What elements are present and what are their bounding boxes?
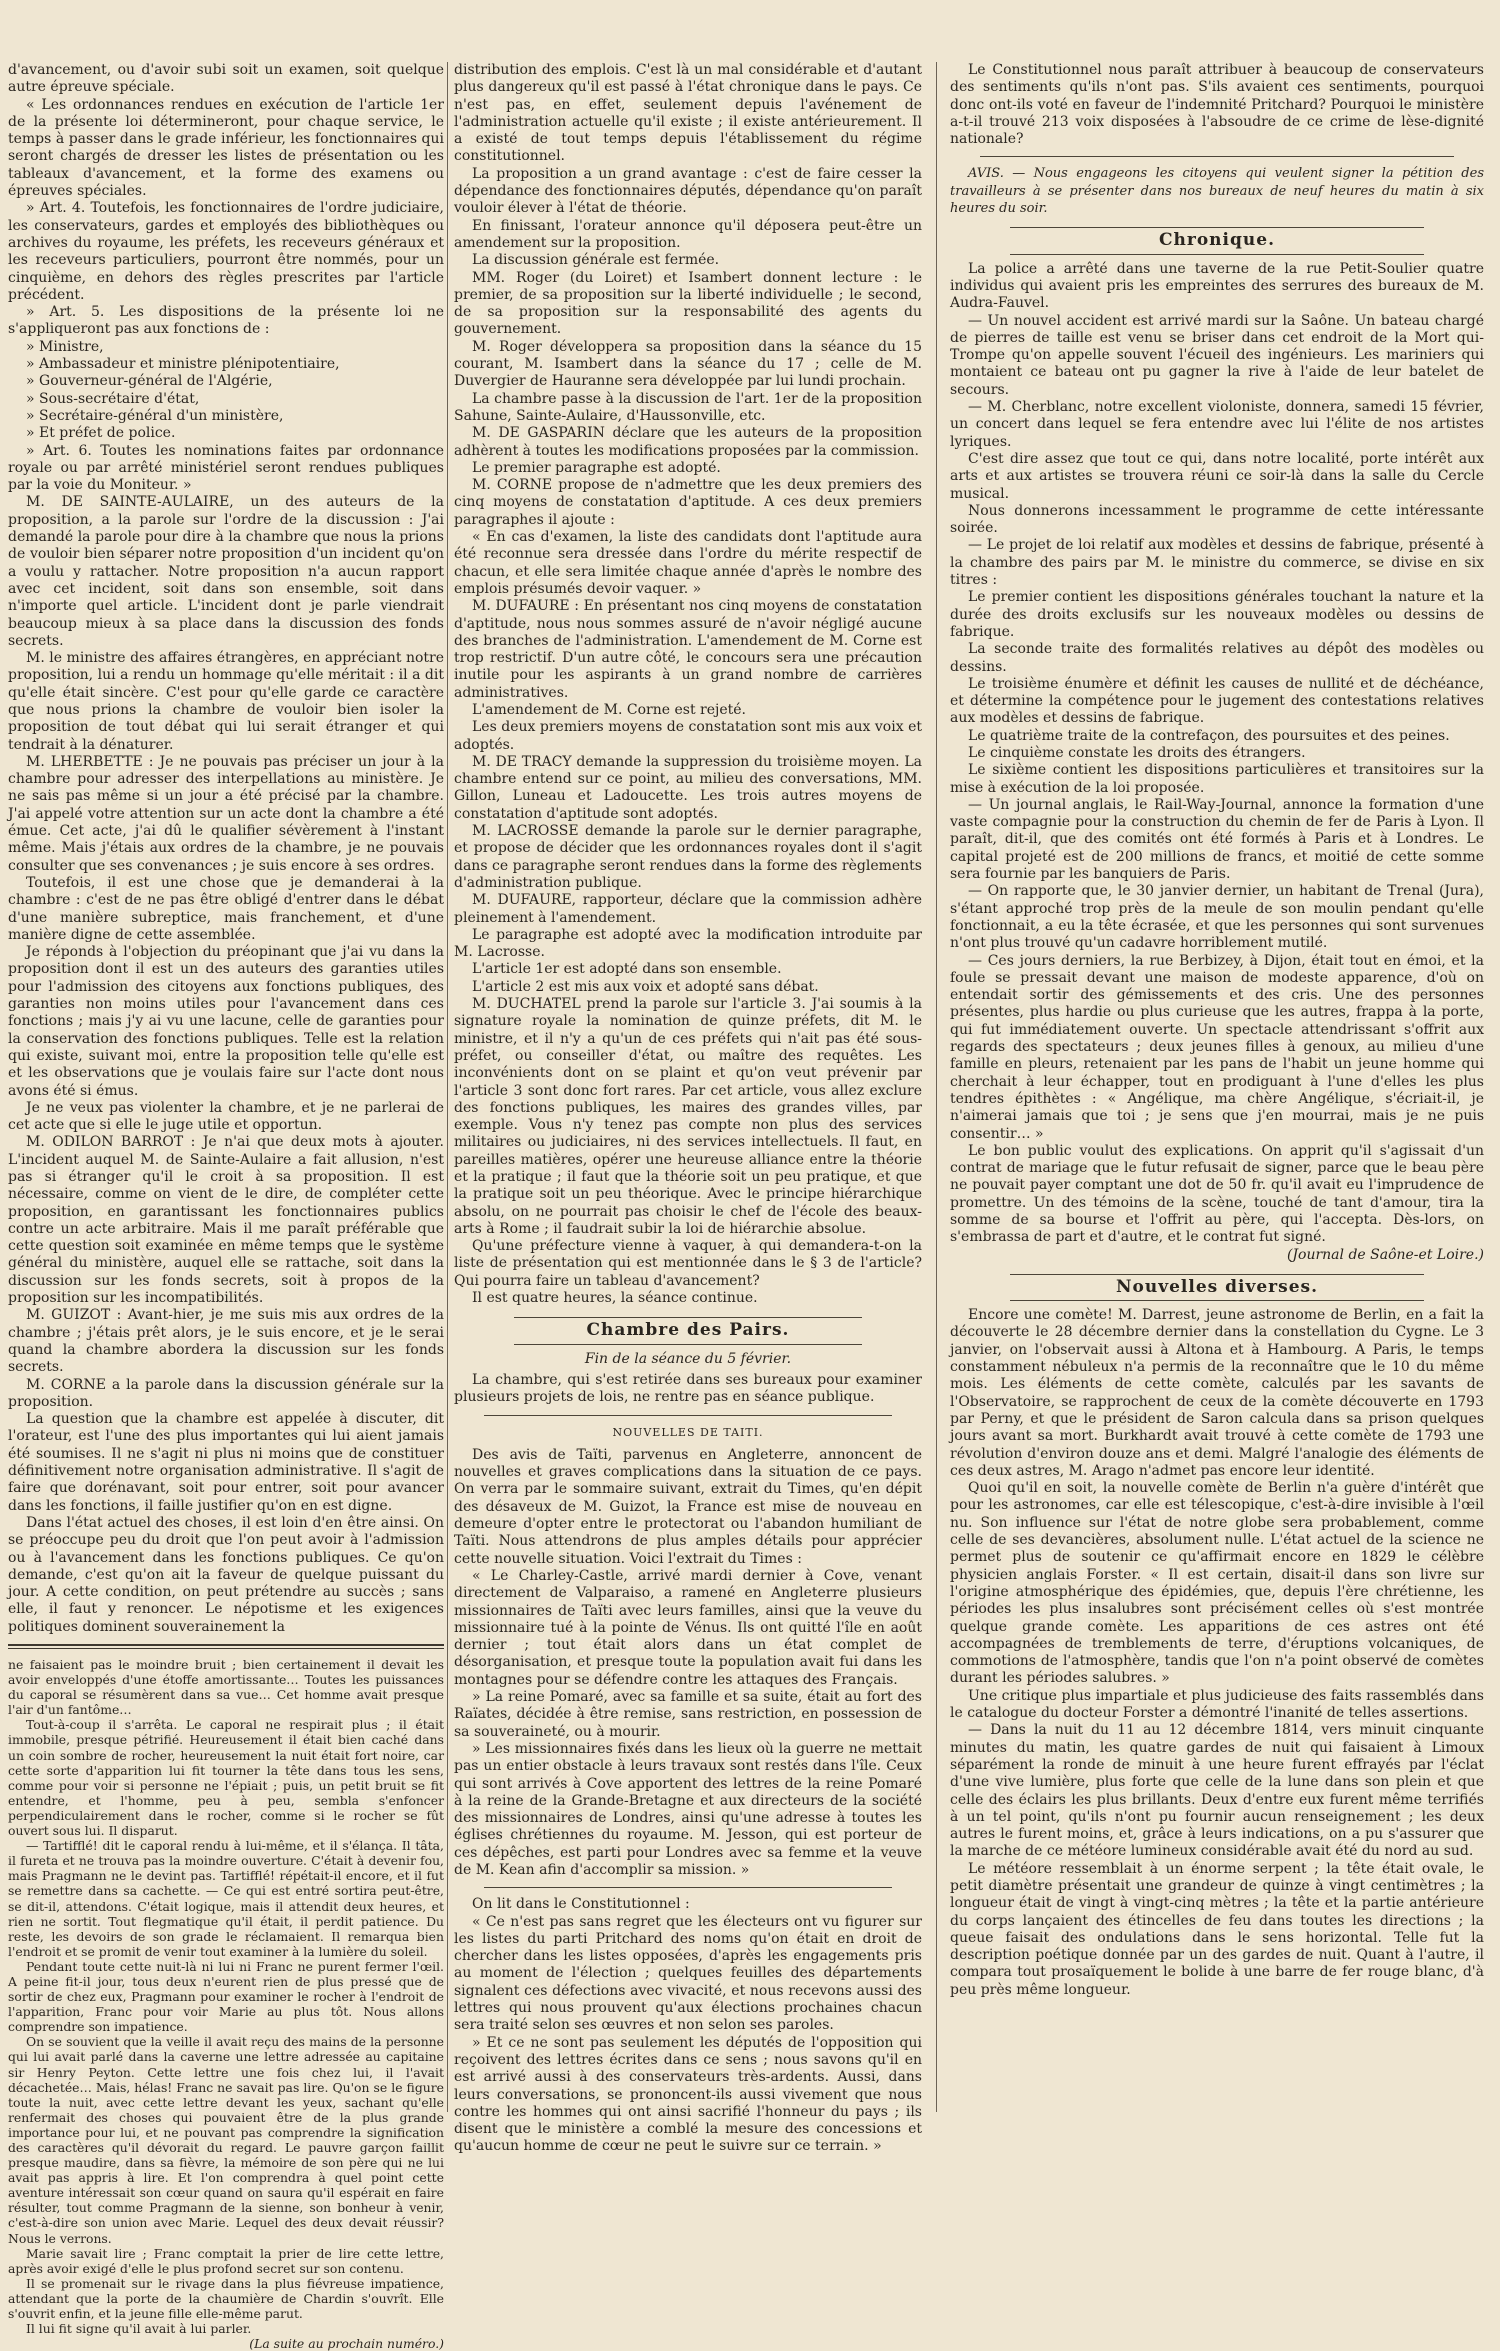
paragraph: « Le Charley-Castle, arrivé mardi dernier à Cove, venant directement de Valparaiso, a ramené en Angleterre plusieurs missionnaires de Taïti avec leurs familles, ainsi que la veuve du missionnaire tué à la pointe de Vénus. Ils ont quitté l'île en août dernier ; tout était alors dans un état complet de désorganisation, et presque toute la population avait fui dans les montagnes pour se défendre contre les attaques des Français. bbox=[454, 1567, 922, 1688]
section-title-chambre-des-pairs: Chambre des Pairs. bbox=[454, 1317, 922, 1344]
paragraph: Le Constitutionnel nous paraît attribuer à beaucoup de conservateurs des sentiments qu'ils n'ont pas. S'ils avaient ces sentiments, pourquoi donc ont-ils voté en faveur de l'indemnité Pritchard? Pourquoi le ministère a-t-il trouvé 213 voix disposées à l'absoudre de ce crime de lèse-dignité nationale? bbox=[950, 62, 1484, 148]
paragraph: « Ce n'est pas sans regret que les électeurs ont vu figurer sur les listes du parti Pritchard des noms qu'on était en droit de chercher dans les listes opposées, d'après les engagements pris au moment de l'élection ; quelques feuilles des départements signalent ces défections avec vivacité, et nous recevons aussi des lettres qui nous prouvent qu'aux élections prochaines chacun sera traité selon ses œuvres et non selon ses paroles. bbox=[454, 1913, 922, 2034]
section-rule bbox=[484, 1415, 892, 1416]
paragraph: » Ministre, bbox=[26, 338, 104, 355]
feuilleton-rule bbox=[8, 1644, 444, 1649]
paragraph: Marie savait lire ; Franc comptait la prier de lire cette lettre, après avoir exigé d'elle le plus profond secret sur son contenu. bbox=[8, 2245, 444, 2276]
paragraph: Qu'une préfecture vienne à vaquer, à qui demandera-t-on la liste de présentation qui est mentionnée dans le § 3 de l'article? Qui pourra faire un tableau d'avancement? bbox=[454, 1238, 922, 1289]
section-title-nouvelles-diverses: Nouvelles diverses. bbox=[950, 1274, 1484, 1301]
paragraph: — Dans la nuit du 11 au 12 décembre 1814, vers minuit cinquante minutes du matin, les quatre gardes de nuit qui faisaient à Limoux séparément la ronde de minuit à une heure furent effrayés par l'éclat d'une vive lumière, plus forte que celle de la lune dans son plein et que celle des éclairs les plus brillants. Deux d'entre eux furent même terrifiés à un tel point, qu'ils n'ont pu fournir aucun renseignement ; les deux autres le furent moins, et, grâce à leurs indications, on a pu s'assurer que la marche de ce météore lumineux considérable avait été du nord au sud. bbox=[950, 1722, 1484, 1860]
paragraph: L'article 2 est mis aux voix et adopté sans débat. bbox=[472, 978, 819, 995]
paragraph: Le premier contient les dispositions générales touchant la nature et la durée des droits exclusifs sur les nouveaux modèles ou dessins de fabrique. bbox=[950, 589, 1484, 640]
paragraph: M. Roger développera sa proposition dans la séance du 15 courant, M. Isambert dans la séance du 17 ; celle de M. Duvergier de Hauranne sera développée par lui lundi prochain. bbox=[454, 338, 922, 390]
paragraph: « En cas d'examen, la liste des candidats dont l'aptitude aura été reconnue sera dressée dans l'ordre du mérite respectif de chacun, et elle sera limitée chaque année d'après le nombre des emplois présumés devoir vaquer. » bbox=[454, 529, 922, 597]
column-3 bbox=[950, 62, 1484, 2112]
column-2 bbox=[454, 62, 922, 2155]
paragraph: MM. Roger (du Loiret) et Isambert donnent lecture : le premier, de sa proposition sur la liberté individuelle ; le second, de sa proposition sur la responsabilité des agents du gouvernement. bbox=[454, 269, 922, 338]
paragraph: Des avis de Taïti, parvenus en Angleterre, annoncent de nouvelles et graves complications dans la situation de ce pays. On verra par le sommaire suivant, extrait du Times, qu'en dépit des désaveux de M. Guizot, la France est mise de nouveau en demeure d'opter entre le protectorat ou l'abandon humiliant de Taïti. Nous attendrons de plus amples détails pour apprécier cette nouvelle situation. Voici l'extrait du Times : bbox=[454, 1446, 922, 1567]
paragraph: Le troisième énumère et définit les causes de nullité et de déchéance, et détermine la compétence pour le jugement des contestations relatives aux modèles et dessins de fabrique. bbox=[950, 675, 1484, 727]
paragraph: — Ces jours derniers, la rue Berbizey, à Dijon, était tout en émoi, et la foule se pressait devant une maison de modeste apparence, d'où on entendait sortir des gémissements et des cris. Une des personnes présentes, plus hardie ou plus curieuse que les autres, frappa à la porte, qui fut immédiatement ouverte. Un spectacle attendrissant s'offrit aux regards des spectateurs ; deux jeunes filles à genoux, au milieu d'une famille en pleurs, retenaient par les pans de l'habit un jeune homme qui cherchait à leur échapper, tout en prodiguant à l'une d'elles les plus tendres épithètes : « Angélique, ma chère Angélique, s'écriait-il, je n'aimerai jamais que toi ; je sens que j'en mourrai, mais je ne puis consentir… » bbox=[950, 952, 1484, 1142]
paragraph: On se souvient que la veille il avait reçu des mains de la personne qui lui avait parlé dans la caverne une lettre adressée au capitaine sir Henry Peyton. Cette lettre une fois chez lui, il l'avait décachetée… Mais, hélas! Franc ne savait pas lire. Qu'on se le figure toute la nuit, avec cette lettre devant les yeux, sachant qu'elle renfermait des choses qui pouvaient être de la plus grande importance pour lui, et ne pouvant pas comprendre la signification des caractères qu'il dévorait du regard. Le pauvre garçon faillit presque maudire, dans sa fièvre, la mémoire de son père qui ne lui avait pas appris à lire. Et l'on comprendra à quel point cette aventure intéressait son cœur quand on saura qu'il espérait en faire résulter, tout comme Pragmann de la sienne, son bonheur à venir, c'est-à-dire son union avec Marie. Lequel des deux devait réussir? Nous le verrons. bbox=[8, 2034, 444, 2246]
chronique-text bbox=[950, 261, 1484, 1247]
paragraph: M. DUFAURE : En présentant nos cinq moyens de constatation d'aptitude, nous nous sommes assuré de n'avoir négligé aucune des branches de l'administration. L'amendement de M. Corne est trop restrictif. D'un autre côté, le concours sera une précaution inutile pour les aspirants à un grand nombre de carrières administratives. bbox=[454, 598, 922, 701]
paragraph: M. CORNE a la parole dans la discussion générale sur la proposition. bbox=[8, 1376, 444, 1410]
pairs-text: La chambre, qui s'est retirée dans ses bureaux pour examiner plusieurs projets de lois, ne rentre pas en séance publique. bbox=[454, 1371, 922, 1406]
paragraph: Il est quatre heures, la séance continue. bbox=[472, 1290, 758, 1307]
paragraph: — Tartifflé! dit le caporal rendu à lui-même, et il s'élança. Il tâta, il fureta et ne trouva pas la moindre ouverture. C'était à devenir fou, mais Pragmann ne le devint pas. Tartifflé! répétait-il encore, et il fut se remettre dans sa cachette. — Ce qui est entré sortira peut-être, se dit-il, attendons. C'était logique, mais il attendit deux heures, et rien ne sortit. Tout flegmatique qu'il était, il perdit patience. Du reste, les devoirs de son grade le réclamaient. Il remarqua bien l'endroit et se promit de venir tout examiner à la lumière du soleil. bbox=[8, 1838, 444, 1959]
paragraph: — Un journal anglais, le Rail-Way-Journal, annonce la formation d'une vaste compagnie pour la construction du chemin de fer de Paris à Lyon. Il paraît, dit-il, que des comités ont été formés à Paris et à Londres. Le capital projeté est de 200 millions de francs, et moitié de cette somme sera fournie par les banquiers de Paris. bbox=[950, 796, 1484, 883]
paragraph: » Gouverneur-général de l'Algérie, bbox=[26, 373, 273, 390]
feuilleton-text bbox=[8, 1657, 444, 2336]
feuilleton-signature: (La suite au prochain numéro.) bbox=[249, 2336, 444, 2351]
nouvelles-text bbox=[950, 1307, 1484, 1999]
paragraph: M. DE GASPARIN déclare que les auteurs de la proposition adhèrent à toutes les modifications proposées par la commission. bbox=[454, 425, 922, 459]
section-rule bbox=[980, 156, 1454, 157]
paragraph: M. GUIZOT : Avant-hier, je me suis mis aux ordres de la chambre ; j'étais prêt alors, je le suis encore, et je le serai quand la chambre abordera la discussion sur les fonds secrets. bbox=[8, 1307, 444, 1376]
paragraph: Le premier paragraphe est adopté. bbox=[472, 459, 721, 476]
paragraph: » La reine Pomaré, avec sa famille et sa suite, était au fort des Raïates, décidée à être remise, sans restriction, en possession de sa souveraineté, ou à mourir. bbox=[454, 1689, 922, 1740]
paragraph: M. DUCHATEL prend la parole sur l'article 3. J'ai soumis à la signature royale la nomination de quinze préfets, dit M. le ministre, et il n'y a qu'un de ces préfets qui n'ait pas été sous-préfet, ou conseiller d'état, ou maître des requêtes. Les inconvénients dont on se plaint et qu'on veut prévenir par l'article 3 sont donc fort rares. Par cet article, vous allez exclure des fonctions publiques, les maires des grandes villes, par exemple. Vous n'y tenez pas compte non plus des services militaires ou judiciaires, ni des services intellectuels. Il faut, en pareilles matières, opérer une heureuse alliance entre la théorie et la pratique ; il faut que la théorie soit un peu pratique, et que la pratique soit un peu théorique. Avec le principe hiérarchique absolu, on ne pourrait pas choisir le chef de l'école des beaux-arts à Rome ; il faudrait subir la loi de hiérarchie absolue. bbox=[454, 996, 922, 1237]
paragraph: — On rapporte que, le 30 janvier dernier, un habitant de Trenal (Jura), s'étant approché trop près de la meule de son moulin pendant qu'elle fonctionnait, a eu la tête écrasée, et que les personnes qui sont survenues n'ont plus trouvé qu'un cadavre horriblement mutilé. bbox=[950, 883, 1484, 952]
paragraph: Le paragraphe est adopté avec la modification introduite par M. Lacrosse. bbox=[454, 926, 922, 961]
paragraph: La police a arrêté dans une taverne de la rue Petit-Soulier quatre individus qui avaient pris les empreintes des serrures des bureaux de M. Audra-Fauvel. bbox=[950, 260, 1484, 312]
paragraph: « Les ordonnances rendues en exécution de l'article 1er de la présente loi détermineront, pour chaque service, le temps à passer dans le grade inférieur, les fonctionnaires qui seront chargés de dresser les listes de présentation ou les tableaux d'avancement, et la forme des examens ou épreuves spéciales. bbox=[8, 96, 444, 200]
paragraph: M. LHERBETTE : Je ne pouvais pas préciser un jour à la chambre pour adresser des interpellations au ministère. Je ne sais pas même si un jour a été précisé par la chambre. J'ai appelé votre attention sur un acte dont la chambre a été émue. Cet acte, j'ai dû le qualifier sévèrement à l'instant même. Mais j'étais aux ordres de la chambre, je ne pouvais consulter que ses convenances ; je suis encore à ses ordres. bbox=[8, 753, 444, 874]
paragraph: M. CORNE propose de n'admettre que les deux premiers des cinq moyens de constatation d'aptitude. A ces deux premiers paragraphes il ajoute : bbox=[454, 477, 922, 528]
taiti-news-text bbox=[454, 1447, 922, 1879]
section-title-chronique: Chronique. bbox=[950, 227, 1484, 254]
paragraph: La chambre passe à la discussion de l'art. 1er de la proposition Sahune, Sainte-Aulaire, d'Haussonville, etc. bbox=[454, 390, 922, 424]
paragraph: Les deux premiers moyens de constatation sont mis aux voix et adoptés. bbox=[454, 719, 922, 753]
paragraph: Nous donnerons incessamment le programme de cette intéressante soirée. bbox=[950, 502, 1484, 537]
paragraph: M. ODILON BARROT : Je n'ai que deux mots à ajouter. L'incident auquel M. de Sainte-Aulaire a fait allusion, n'est pas si étranger qu'il le croit à sa proposition. Il est nécessaire, comme on vient de le dire, de compléter cette proposition, en garantissant les fonctionnaires publics contre un acte arbitraire. Mais il me paraît préférable que cette question soit examinée en même temps que le système général du ministère, auquel elle se rattache, soit dans la discussion sur les fonds secrets, soit à propos de la proposition sur les incompatibilités. bbox=[8, 1134, 444, 1307]
paragraph: Le bon public voulut des explications. On apprit qu'il s'agissait d'un contrat de mariage que le futur refusait de signer, parce que le beau père ne pouvait payer comptant une dot de 50 fr. qu'il avait eu l'imprudence de promettre. Un des témoins de la scène, touché de tant d'amour, tira la somme de sa bourse et l'offrit au père, qui l'accepta. Dès-lors, on s'embrassa de part et d'autre, et le contrat fut signé. bbox=[950, 1142, 1484, 1246]
paragraph: Quoi qu'il en soit, la nouvelle comète de Berlin n'a guère d'intérêt que pour les astronomes, car elle est télescopique, c'est-à-dire invisible à l'œil nu. Son influence sur l'état de notre globe sera probablement, comme celle de ses devancières, absolument nulle. L'état actuel de la science ne permet plus de soutenir ce qu'affirmait encore en 1829 le célèbre physicien anglais Forster. « Il est certain, disait-il dans son livre sur l'origine atmosphérique des épidémies, que, depuis l'ère chrétienne, les périodes les plus insalubres sont précisément celles où s'est montrée quelque grande comète. Les apparitions de ces astres ont été accompagnées de tremblements de terre, d'éruptions volcaniques, de commotions de l'atmosphère, tandis que l'on n'a point observé de comètes durant les périodes salubres. » bbox=[950, 1480, 1484, 1687]
paragraph: — Le projet de loi relatif aux modèles et dessins de fabrique, présenté à la chambre des pairs par M. le ministre du commerce, se divise en six titres : bbox=[950, 537, 1484, 589]
paragraph: M. DE SAINTE-AULAIRE, un des auteurs de la proposition, a la parole sur l'ordre de la discussion : J'ai demandé la parole pour dire à la chambre que nous la prions de vouloir bien séparer notre proposition d'un incident qu'on a voulu y rattacher. Notre proposition n'a aucun rapport avec cet incident, soit dans son ensemble, soit dans n'importe quel article. L'incident dont je parle viendrait beaucoup mieux à sa place dans la discussion des fonds secrets. bbox=[8, 494, 444, 649]
section-rule bbox=[484, 1887, 892, 1888]
paragraph: Le quatrième traite de la contrefaçon, des poursuites et des peines. bbox=[968, 727, 1450, 744]
paragraph: » Art. 6. Toutes les nominations faites par ordonnance royale ou par arrêté ministériel seront rendues publiques par la voie du Moniteur. » bbox=[8, 442, 444, 494]
paragraph: Dans l'état actuel des choses, il est loin d'en être ainsi. On se préoccupe peu du droit que l'on peut avoir à l'admission ou à l'avancement dans les fonctions publiques. Ce qu'on demande, c'est qu'on ait la faveur de quelque puissant du jour. A cette condition, on peut prétendre au succès ; sans elle, il faut y renoncer. Le népotisme et les exigences politiques dominent souverainement la bbox=[8, 1514, 444, 1635]
section-title-taiti: NOUVELLES DE TAITI. bbox=[612, 1425, 764, 1439]
avis-notice: AVIS. — Nous engageons les citoyens qui veulent signer la pétition des travailleurs à se présenter dans nos bureaux de neuf heures du matin à six heures du soir. bbox=[950, 166, 1484, 217]
paragraph: M. DE TRACY demande la suppression du troisième moyen. La chambre entend sur ce point, au milieu des conversations, MM. Gillon, Luneau et Ladoucette. Les trois autres moyens de constatation d'aptitude sont adoptés. bbox=[454, 753, 922, 822]
paragraph: La proposition a un grand avantage : c'est de faire cesser la dépendance des fonctionnaires députés, dépendance qu'on paraît vouloir élever à l'état de théorie. bbox=[454, 165, 922, 217]
paragraph: Il se promenait sur le rivage dans la plus fiévreuse impatience, attendant que la porte de la chaumière de Chardin s'ouvrît. Elle s'ouvrit enfin, et la jeune fille elle-même parut. bbox=[8, 2275, 444, 2322]
chamber-debate-text bbox=[8, 62, 444, 1636]
paragraph: La discussion générale est fermée. bbox=[472, 252, 720, 269]
paragraph: L'amendement de M. Corne est rejeté. bbox=[472, 701, 746, 718]
paragraph: M. le ministre des affaires étrangères, en appréciant notre proposition, lui a rendu un hommage qu'elle méritait : il a dit qu'elle était sincère. C'est pour qu'elle garde ce caractère que nous prions la chambre de vouloir bien isoler la proposition de tout débat qui lui serait étranger et qui tendrait à la dénaturer. bbox=[8, 650, 444, 753]
paragraph: Une critique plus impartiale et plus judicieuse des faits rassemblés dans le catalogue du docteur Forster a démontré l'inanité de telles assertions. bbox=[950, 1687, 1484, 1722]
paragraph: » Art. 5. Les dispositions de la présente loi ne s'appliqueront pas aux fonctions de : bbox=[8, 304, 444, 338]
paragraph: » Secrétaire-général d'un ministère, bbox=[26, 407, 284, 424]
chamber-debate-continued bbox=[454, 62, 922, 1307]
paragraph: » Les missionnaires fixés dans les lieux où la guerre ne mettait pas un entier obstacle à leurs travaux sont restés dans l'île. Ceux qui sont arrivés à Cove apportent des lettres de la reine Pomaré à la reine de la Grande-Bretagne et aux directeurs de la société des missionnaires de Londres, ainsi qu'une adresse à toutes les églises chrétiennes du royaume. M. Jesson, qui est porteur de ces dépêches, est parti pour Londres avec sa femme et la veuve de M. Kean afin d'accomplir sa mission. » bbox=[454, 1740, 922, 1878]
paragraph: En finissant, l'orateur annonce qu'il déposera peut-être un amendement sur la proposition. bbox=[454, 217, 922, 251]
column-1 bbox=[8, 62, 444, 2351]
paragraph: » Art. 4. Toutefois, les fonctionnaires de l'ordre judiciaire, les conservateurs, gardes et employés des bibliothèques ou archives du royaume, les préfets, les receveurs généraux et les receveurs particuliers, pourront être nommés, pour un cinquième, en dehors des règles prescrites par l'article précédent. bbox=[8, 200, 444, 303]
paragraph: Encore une comète! M. Darrest, jeune astronome de Berlin, en a fait la découverte le 28 décembre dernier dans la constellation du Cygne. Le 3 janvier, on l'observait aussi à Altona et à Hambourg. A Paris, le temps constamment nébuleux n'a permis de la reconnaître que le 10 du même mois. Les éléments de cette comète, calculés par les savants de l'Observatoire, se rapprochent de ceux de la comète découverte en 1793 par Perny, et que le président de Saron calcula dans sa prison quelques jours avant sa mort. Burkhardt avait trouvé à cette comète de 1793 une révolution d'environ douze ans et demi. Malgré l'analogie des éléments de ces deux astres, M. Arago n'admet pas encore leur identité. bbox=[950, 1307, 1484, 1479]
paragraph: M. LACROSSE demande la parole sur le dernier paragraphe, et propose de décider que les ordonnances royales dont il s'agit dans ce paragraphe seront rendues dans la forme des règlements d'administration publique. bbox=[454, 823, 922, 891]
column-rule bbox=[936, 62, 937, 2112]
paragraph: M. DUFAURE, rapporteur, déclare que la commission adhère pleinement à l'amendement. bbox=[454, 892, 922, 926]
paragraph: — Un nouvel accident est arrivé mardi sur la Saône. Un bateau chargé de pierres de taille est venu se briser dans cet endroit de la Mort qui-Trompe qu'on appelle souvent l'écueil des ingénieurs. Les mariniers qui montaient ce bateau ont pu gagner la rive à l'aide de leur batelet de secours. bbox=[950, 312, 1484, 398]
chronique-source: (Journal de Saône-et Loire.) bbox=[1286, 1246, 1484, 1263]
paragraph: distribution des emplois. C'est là un mal considérable et d'autant plus dangereux qu'il est passé à l'état chronique dans le pays. Ce n'est pas, en effet, seulement depuis l'avénement de l'administration actuelle qu'il existe ; il existe antérieurement. Il a existé de tout temps depuis l'établissement du régime constitutionnel. bbox=[454, 62, 922, 165]
constitutionnel-text bbox=[454, 1896, 922, 2155]
column-rule bbox=[447, 62, 448, 2112]
paragraph: » Et préfet de police. bbox=[26, 425, 176, 442]
paragraph: Je ne veux pas violenter la chambre, et je ne parlerai de cet acte que si elle le juge utile et opportun. bbox=[8, 1099, 444, 1134]
paragraph: Pendant toute cette nuit-là ni lui ni Franc ne purent fermer l'œil. A peine fit-il jour, tous deux n'eurent rien de plus pressé que de sortir de chez eux, Pragmann pour examiner le rocher à l'endroit de l'apparition, Franc pour voir Marie au plus tôt. Nous allons comprendre son impatience. bbox=[8, 1958, 444, 2035]
paragraph: Tout-à-coup il s'arrêta. Le caporal ne respirait plus ; il était immobile, presque pétrifié. Heureusement il était bien caché dans un coin sombre de rocher, heureusement la nuit était fort noire, car cette sorte d'apparition lui fit tourner la tête dans tous les sens, comme pour voir si personne ne l'épiait ; puis, un petit bruit se fit entendre, et l'homme, peu à peu, sembla s'enfoncer perpendiculairement dans le rocher, comme si le rocher se fût ouvert sous lui. Il disparut. bbox=[8, 1717, 444, 1839]
paragraph: » Et ce ne sont pas seulement les députés de l'opposition qui reçoivent des lettres écrites dans ce sens ; nous savons qu'il en est arrivé aussi à des conservateurs très-ardents. Aussi, dans leurs conversations, se prononcent-ils aussi vivement que nous contre les hommes qui ont ainsi sacrifié l'honneur du pays ; ils disent que le ministère a comblé la mesure des concessions et qu'aucun homme de cœur ne peut le suivre sur ce terrain. » bbox=[454, 2034, 922, 2155]
paragraph: Le météore ressemblait à un énorme serpent ; la tête était ovale, le petit diamètre présentait une grandeur de quinze à vingt centimètres ; la longueur était de vingt à vingt-cinq mètres ; la tête et la partie antérieure du corps lançaient des étincelles de feu dans toutes les directions ; la queue faisait des ondulations dans le sens horizontal. Telle fut la description poétique donnée par un des gardes de nuit. Quant à l'autre, il compara tout prosaïquement le bolide à une barre de fer rouge blanc, d'à peu près même longueur. bbox=[950, 1860, 1484, 1998]
section-subtitle: Fin de la séance du 5 février. bbox=[584, 1350, 792, 1367]
paragraph: Toutefois, il est une chose que je demanderai à la chambre : c'est de ne pas être obligé d'entrer dans le débat d'une manière subreptice, mais franchement, et d'une manière digne de cette assemblée. bbox=[8, 874, 444, 943]
paragraph: Je réponds à l'objection du préopinant que j'ai vu dans la proposition dont il est un des auteurs des garanties utiles pour l'admission des citoyens aux fonctions publiques, des garanties non moins utiles pour l'avancement dans ces fonctions ; mais j'y ai vu une lacune, celle de garanties pour la conservation des fonctions publiques. Telle est la relation qui existe, suivant moi, entre la proposition telle qu'elle est et les observations que je voulais faire sur l'acte dont nous avons été si émus. bbox=[8, 944, 444, 1099]
paragraph: — M. Cherblanc, notre excellent violoniste, donnera, samedi 15 février, un concert dans lequel se fera entendre avec lui l'élite de nos artistes lyriques. bbox=[950, 399, 1484, 450]
paragraph: La question que la chambre est appelée à discuter, dit l'orateur, est l'une des plus importantes qui lui aient jamais été soumises. Il ne s'agit ni plus ni moins que de constituer définitivement notre organisation administrative. Il s'agit de faire que dorénavant, soit pour entrer, soit pour avancer dans les fonctions, il faille justifier qu'on en est digne. bbox=[8, 1411, 444, 1514]
paragraph: ne faisaient pas le moindre bruit ; bien certainement il devait les avoir enveloppés d'une étoffe amortissante… Toutes les puissances du caporal se résumèrent dans sa vue… Cet homme avait presque l'air d'un fantôme… bbox=[8, 1657, 444, 1718]
paragraph: » Sous-secrétaire d'état, bbox=[26, 390, 200, 407]
paragraph: La seconde traite des formalités relatives au dépôt des modèles ou dessins. bbox=[950, 641, 1484, 675]
constitutionnel-comment bbox=[950, 62, 1484, 148]
paragraph: d'avancement, ou d'avoir subi soit un examen, soit quelque autre épreuve spéciale. bbox=[8, 62, 444, 96]
paragraph: L'article 1er est adopté dans son ensemble. bbox=[472, 961, 782, 978]
paragraph: Il lui fit signe qu'il avait à lui parler. bbox=[26, 2321, 252, 2337]
paragraph: Le cinquième constate les droits des étrangers. bbox=[968, 744, 1306, 761]
paragraph: C'est dire assez que tout ce qui, dans notre localité, porte intérêt aux arts et aux artistes se trouvera réuni ce soir-là dans la salle du Cercle musical. bbox=[950, 450, 1484, 502]
paragraph: Le sixième contient les dispositions particulières et transitoires sur la mise à exécution de la loi proposée. bbox=[950, 762, 1484, 796]
paragraph: On lit dans le Constitutionnel : bbox=[472, 1896, 690, 1913]
paragraph: » Ambassadeur et ministre plénipotentiaire, bbox=[26, 356, 340, 373]
